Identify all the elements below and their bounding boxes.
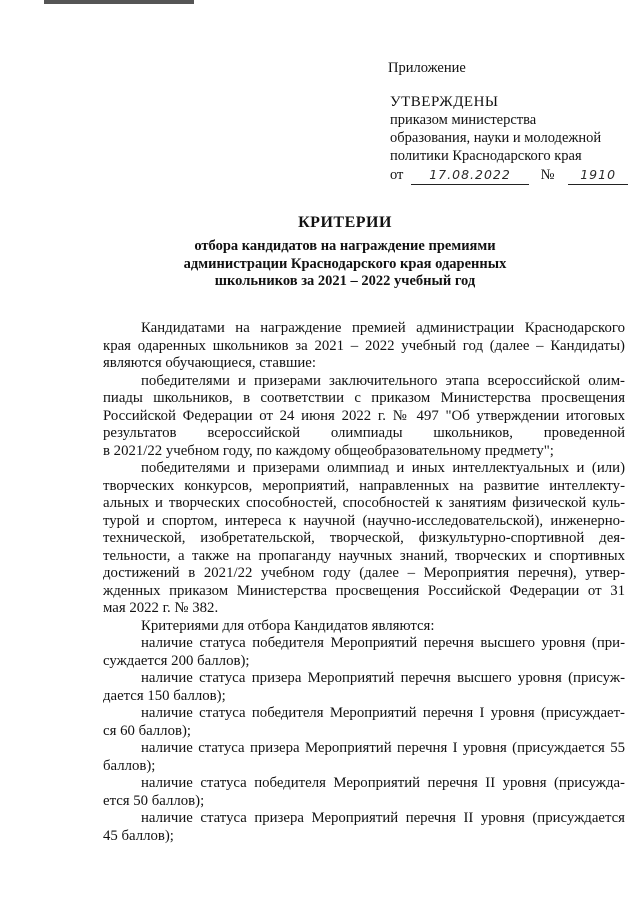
- document-title: [100, 214, 590, 291]
- body-line: наличие статуса призера Мероприятий перечня I уровня (присуждается 55: [141, 740, 625, 756]
- body-line: альных и творческих способностей, способностей к занятиям физической куль-: [103, 495, 625, 511]
- body-line: мая 2022 г. № 382.: [103, 600, 219, 616]
- body-line: Кандидатами на награждение премией администрации Краснодарского: [141, 320, 625, 336]
- body-line: наличие статуса призера Мероприятий перечня II уровня (присуждается: [141, 810, 625, 826]
- body-line: турой и спортом, интереса к научной (научно-исследовательской), инженерно-: [103, 512, 625, 529]
- body-line: в 2021/22 учебном году, по каждому общеобразовательному предмету";: [103, 442, 554, 459]
- body-line: достижений в 2021/22 учебном году (далее – Мероприятия перечня), утвер-: [103, 565, 625, 581]
- body-line: тельности, а также на пропаганду научных знаний, творческих и спортивных: [103, 547, 625, 564]
- body-line: наличие статуса победителя Мероприятий перечня высшего уровня (при-: [141, 635, 625, 651]
- body-line: ется 50 баллов);: [103, 792, 205, 809]
- body-line: результатов всероссийской олимпиады школьников, проведенной: [103, 425, 625, 441]
- number-sign: №: [540, 167, 555, 183]
- body-line: творческих конкурсов, мероприятий, направленных на развитие интеллекту-: [103, 477, 625, 494]
- body-line: Критериями для отбора Кандидатов являются:: [141, 617, 435, 634]
- document-body: [103, 320, 625, 845]
- body-line: победителями и призерами заключительного этапа всероссийской олим-: [141, 372, 625, 389]
- approved-line: образования, науки и молодежной: [390, 130, 602, 146]
- approved-heading: УТВЕРЖДЕНЫ: [390, 94, 499, 110]
- order-date-line: [390, 166, 630, 185]
- approval-stamp: [390, 93, 630, 185]
- title-line: отбора кандидатов на награждение премиями: [194, 238, 496, 254]
- body-line: суждается 200 баллов);: [103, 652, 250, 669]
- body-line: жденных приказом Министерства просвещения Российской Федерации от 31: [103, 582, 625, 599]
- scan-artifact: [44, 0, 194, 4]
- body-line: являются обучающиеся, ставшие:: [103, 355, 316, 371]
- approved-line: приказом министерства: [390, 112, 537, 128]
- handwritten-date: 17.08.2022: [411, 166, 529, 185]
- handwritten-number: 1910: [568, 166, 628, 185]
- body-line: края одаренных школьников за 2021 – 2022 учебный год (далее – Кандидаты): [103, 337, 625, 354]
- body-line: наличие статуса победителя Мероприятий перечня II уровня (присужда-: [141, 775, 625, 791]
- body-line: наличие статуса призера Мероприятий перечня высшего уровня (присуж-: [141, 670, 625, 686]
- body-line: дается 150 баллов);: [103, 687, 226, 704]
- body-line: 45 баллов);: [103, 827, 174, 844]
- appendix-label: Приложение: [388, 60, 466, 76]
- body-line: Российской Федерации от 24 июня 2022 г. № 497 "Об утверждении итоговых: [103, 407, 625, 424]
- body-line: ся 60 баллов);: [103, 722, 191, 739]
- body-line: баллов);: [103, 757, 156, 774]
- body-line: технической, изобретательской, творческой, физкультурно-спортивной дея-: [103, 530, 625, 546]
- title-line: администрации Краснодарского края одаренных: [183, 255, 507, 272]
- body-line: наличие статуса победителя Мероприятий перечня I уровня (присуждает-: [141, 705, 625, 721]
- date-prefix: от: [390, 167, 404, 183]
- body-line: победителями и призерами олимпиад и иных интеллектуальных и (или): [141, 460, 625, 476]
- approved-line: политики Краснодарского края: [390, 148, 582, 164]
- title-line: школьников за 2021 – 2022 учебный год: [214, 273, 476, 289]
- title-main: КРИТЕРИИ: [298, 214, 392, 231]
- body-line: пиады школьников, в соответствии с приказом Министерства просвещения: [103, 390, 625, 406]
